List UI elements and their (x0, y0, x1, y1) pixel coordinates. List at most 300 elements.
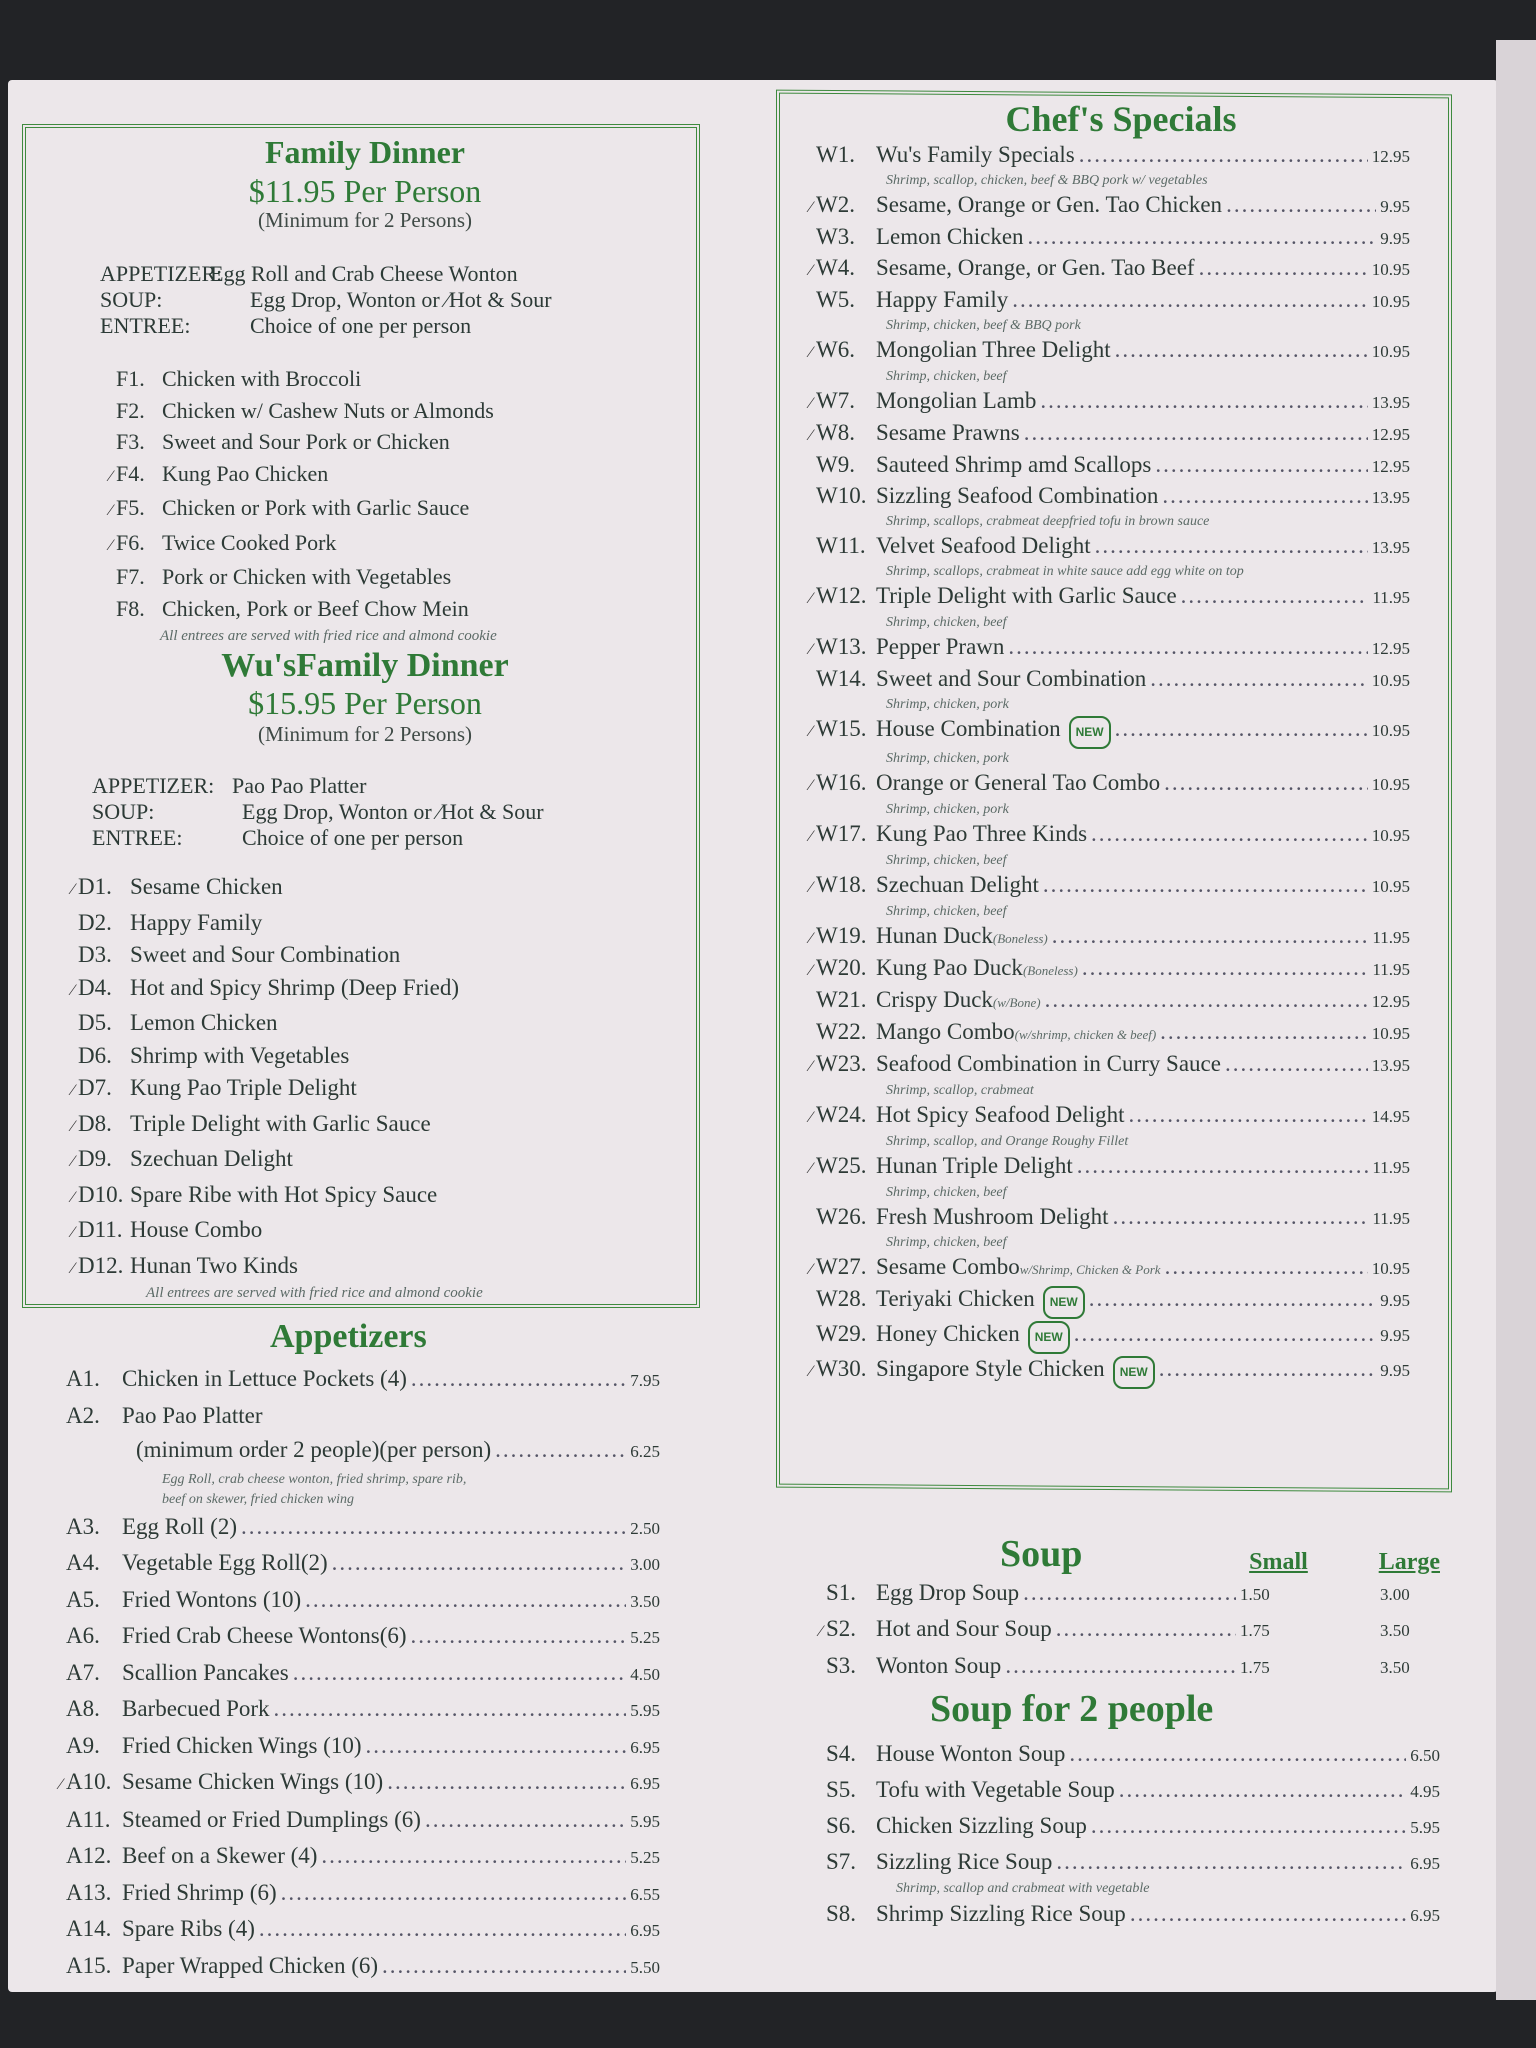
special-item (790, 1049, 1410, 1081)
menu-item (90, 426, 670, 458)
item-code: W27. (816, 1254, 867, 1279)
item-code: S5. (826, 1777, 857, 1802)
item-price: 10.95 (1371, 292, 1410, 311)
menu-item (90, 593, 670, 625)
appetizer-item (40, 1729, 660, 1766)
item-price: 6.95 (630, 1737, 660, 1757)
item-description: Egg Roll, crab cheese wonton, fried shrimp, spare rib, (162, 1471, 467, 1487)
menu-item (90, 395, 670, 427)
wus-family-dinner-items (52, 871, 670, 1285)
item-code: W14. (816, 666, 867, 691)
item-name: Sizzling Seafood Combination (876, 483, 1159, 508)
item-code: W28. (816, 1286, 867, 1311)
item-name: Fresh Mushroom Delight (876, 1204, 1109, 1229)
item-price: 2.50 (630, 1518, 660, 1538)
soup-for-two-item (800, 1773, 1440, 1809)
item-price: 11.95 (1372, 960, 1410, 979)
item-name: Hot and Spicy Shrimp (Deep Fried) (130, 974, 459, 1000)
leader-dots (1115, 714, 1368, 743)
item-price: 5.95 (1410, 1818, 1440, 1837)
item-price: 12.95 (1371, 147, 1410, 166)
item-code: W1. (816, 142, 855, 167)
item-name: Lemon Chicken (130, 1010, 278, 1035)
special-item (790, 222, 1410, 253)
item-name: Chicken or Pork with Garlic Sauce (162, 495, 470, 520)
new-badge: NEW (1043, 1286, 1085, 1319)
item-description: Shrimp, scallop and crabmeat with vegetable (896, 1881, 1150, 1896)
soup-title: Soup (1000, 1533, 1083, 1575)
pepper-icon: ∕ (809, 262, 812, 279)
item-price: 6.55 (630, 1884, 660, 1904)
new-badge: NEW (1113, 1356, 1155, 1389)
leader-dots (1165, 1252, 1368, 1281)
appetizer-item (40, 1619, 660, 1656)
item-name: Vegetable Egg Roll(2) (122, 1550, 328, 1575)
leader-dots (1160, 1017, 1368, 1046)
leader-dots (1040, 386, 1367, 415)
leader-dots (387, 1765, 626, 1800)
item-code: F3. (116, 429, 145, 454)
item-price: 12.95 (1371, 457, 1410, 476)
appetizer-item (40, 1765, 660, 1803)
item-name: Spare Ribe with Hot Spicy Sauce (130, 1181, 438, 1207)
family-dinner-items (90, 363, 670, 624)
item-price: 3.00 (630, 1555, 660, 1574)
leader-dots (259, 1912, 626, 1947)
leader-dots (1024, 418, 1368, 447)
appetizer-item (40, 1399, 660, 1434)
family-dinner-section (60, 134, 670, 1302)
pepper-icon: ∕ (809, 962, 812, 979)
pepper-icon: ∕ (71, 1224, 74, 1241)
leader-dots (1119, 1773, 1406, 1807)
new-badge: NEW (1028, 1321, 1070, 1354)
item-name: Wu's Family Specials (876, 142, 1075, 167)
next-page-edge (1496, 40, 1536, 2000)
special-item (790, 1202, 1410, 1233)
item-code: A9. (66, 1732, 100, 1758)
item-code: W19. (816, 923, 867, 948)
leader-dots (1045, 985, 1368, 1014)
item-code: A7. (66, 1659, 100, 1685)
item-code: A5. (66, 1586, 100, 1612)
wus-family-dinner-price: $15.95 Per Person (248, 685, 482, 721)
item-price: 12.95 (1371, 639, 1410, 658)
item-price: 10.95 (1371, 826, 1410, 845)
item-name: Barbecued Pork (122, 1696, 270, 1721)
leader-dots (1095, 531, 1368, 560)
special-item (790, 1319, 1410, 1354)
item-description: beef on skewer, fried chicken wing (162, 1491, 355, 1507)
appetizer-item (40, 1692, 660, 1729)
wus-entree-line: ENTREE: Choice of one per person (92, 825, 464, 850)
item-name: Wonton Soup (876, 1653, 1002, 1678)
item-code: W24. (816, 1102, 867, 1127)
item-code: S4. (826, 1741, 857, 1766)
item-name: Sesame, Orange or Gen. Tao Chicken (876, 192, 1223, 217)
appetizer-item (40, 1510, 660, 1547)
special-item (790, 531, 1410, 562)
item-price: 13.95 (1371, 393, 1410, 412)
item-price: 5.95 (630, 1811, 660, 1831)
special-item (790, 985, 1410, 1017)
appetizers-list (40, 1362, 700, 1985)
item-description: Shrimp, scallop, chicken, beef & BBQ pork w/ vegetables (886, 173, 1208, 188)
item-name: Pepper Prawn (876, 634, 1005, 659)
item-code: A2. (66, 1402, 100, 1428)
appetizer-item (40, 1433, 660, 1470)
leader-dots (1225, 1049, 1368, 1078)
pepper-icon: ∕ (71, 1153, 74, 1170)
leader-dots (425, 1803, 626, 1838)
pepper-icon: ∕ (109, 536, 112, 554)
item-code: A10. (66, 1769, 112, 1794)
item-price: 4.95 (1410, 1782, 1440, 1801)
item-code: D6. (78, 1042, 112, 1068)
item-name: Sesame Combo (876, 1254, 1020, 1279)
family-dinner-title: Family Dinner (265, 134, 465, 170)
item-price: 12.95 (1371, 425, 1410, 444)
item-code: W2. (816, 192, 855, 217)
menu-item (52, 1040, 670, 1073)
leader-dots (1130, 1897, 1406, 1931)
price-small: 1.75 (1240, 1658, 1270, 1677)
item-price: 3.50 (630, 1591, 660, 1611)
item-code: S1. (826, 1580, 857, 1605)
item-price: 6.95 (1410, 1906, 1440, 1925)
item-name: House Combination (876, 716, 1061, 741)
price-small: 1.75 (1240, 1621, 1270, 1640)
soup-for-two-title: Soup for 2 people (930, 1688, 1214, 1730)
item-code: D4. (78, 974, 112, 1000)
appetizer-item (40, 1546, 660, 1583)
leader-dots (1199, 253, 1368, 282)
item-code: A1. (66, 1366, 100, 1391)
price-small: 1.50 (1240, 1585, 1270, 1604)
leader-dots (1155, 450, 1367, 479)
item-detail: (Boneless) (1022, 963, 1078, 978)
pepper-icon: ∕ (819, 1623, 822, 1640)
item-price: 9.95 (1380, 197, 1410, 216)
item-name: Seafood Combination in Curry Sauce (876, 1051, 1221, 1076)
pepper-icon: ∕ (809, 777, 812, 794)
family-dinner-minimum: (Minimum for 2 Persons) (257, 208, 473, 232)
item-name: Sesame Prawns (876, 420, 1020, 445)
item-price: 10.95 (1371, 1024, 1410, 1043)
item-name: Szechuan Delight (130, 1146, 293, 1171)
item-detail: (Boneless) (992, 931, 1048, 946)
item-price: 11.95 (1372, 588, 1410, 607)
soup-large-header: Large (1378, 1549, 1440, 1575)
item-code: S7. (826, 1849, 857, 1874)
item-name: Sweet and Sour Pork or Chicken (162, 429, 450, 454)
item-code: F6. (116, 529, 145, 555)
leader-dots (1052, 921, 1369, 950)
item-code: W9. (816, 452, 855, 477)
item-name: Kung Pao Chicken (162, 460, 329, 486)
item-name: Hot and Sour Soup (876, 1616, 1052, 1641)
pepper-icon: ∕ (809, 590, 812, 607)
price-large: 3.50 (1380, 1658, 1410, 1677)
leader-dots (1113, 1202, 1369, 1231)
item-price: 10.95 (1371, 775, 1410, 794)
soup-for-two-item (800, 1845, 1440, 1881)
item-price: 12.95 (1371, 992, 1410, 1011)
item-code: A3. (66, 1513, 100, 1539)
appetizers-title: Appetizers (270, 1318, 427, 1355)
item-code: D10. (78, 1181, 124, 1207)
item-name: Beef on a Skewer (4) (122, 1843, 318, 1868)
item-name: Sizzling Rice Soup (876, 1849, 1053, 1874)
item-code: D1. (78, 874, 112, 899)
item-code: W16. (816, 770, 867, 795)
item-name: Scallion Pancakes (122, 1659, 289, 1685)
item-price: 11.95 (1372, 928, 1410, 947)
item-code: W18. (816, 872, 867, 897)
item-price: 9.95 (1380, 1291, 1410, 1310)
appetizer-item (40, 1876, 660, 1913)
special-item (790, 1354, 1410, 1389)
special-item (790, 190, 1410, 222)
family-dinner-footnote: All entrees are served with fried rice and almond cookie (160, 628, 497, 644)
item-name: Shrimp with Vegetables (130, 1042, 350, 1068)
leader-dots (365, 1729, 626, 1764)
special-item (790, 1017, 1410, 1049)
soup-list (800, 1576, 1440, 1685)
leader-dots (241, 1510, 626, 1545)
item-detail: (w/Bone) (992, 995, 1041, 1010)
item-code: S6. (826, 1813, 857, 1838)
item-code: W7. (816, 388, 855, 413)
item-price: 9.95 (1380, 1361, 1410, 1380)
item-code: W17. (816, 821, 867, 846)
special-item (790, 921, 1410, 953)
soup-item (800, 1649, 1420, 1685)
soup-for-two-item (800, 1737, 1440, 1773)
item-name: Fried Crab Cheese Wontons(6) (122, 1623, 407, 1648)
item-description: Shrimp, scallops, crabmeat deepfried tofu in brown sauce (886, 514, 1210, 529)
menu-item (52, 1214, 670, 1250)
item-description: Shrimp, scallops, crabmeat in white sauce add egg white on top (886, 564, 1244, 579)
special-item (790, 285, 1410, 316)
soup-for-two-list (800, 1737, 1440, 1933)
item-name: Happy Family (876, 287, 1009, 312)
wus-soup-line: SOUP: Egg Drop, Wonton or ∕ Hot & Sour (92, 799, 544, 824)
special-item (790, 481, 1410, 512)
leader-dots (1028, 222, 1377, 251)
item-name: Crispy Duck (876, 987, 993, 1012)
menu-item (52, 1108, 670, 1144)
special-item (790, 953, 1410, 985)
soup-item (800, 1612, 1420, 1649)
menu-item (52, 1072, 670, 1108)
item-name: Kung Pao Duck (876, 955, 1023, 980)
item-name: Kung Pao Three Kinds (876, 821, 1088, 846)
pepper-icon: ∕ (59, 1776, 62, 1793)
chefs-specials-list (790, 140, 1412, 1389)
leader-dots (1089, 1284, 1377, 1313)
item-name: Twice Cooked Pork (162, 529, 337, 555)
item-code: W10. (816, 483, 867, 508)
item-code: S3. (826, 1653, 857, 1678)
item-name: Happy Family (130, 909, 263, 935)
special-item (790, 870, 1410, 902)
wus-family-dinner-title: Wu'sFamily Dinner (221, 647, 509, 684)
special-item (790, 819, 1410, 851)
menu-item (52, 1143, 670, 1179)
item-code: S2. (826, 1616, 857, 1641)
menu-item (90, 561, 670, 593)
item-description: Shrimp, chicken, beef (886, 1235, 1007, 1250)
price-large: 3.00 (1380, 1585, 1410, 1604)
special-item (790, 335, 1410, 367)
pepper-icon: ∕ (71, 981, 74, 999)
menu-item (52, 1007, 670, 1040)
appetizer-line: APPETIZER: Egg Roll and Crab Cheese Wonton (100, 261, 518, 286)
new-badge: NEW (1069, 716, 1111, 749)
pepper-icon: ∕ (71, 881, 74, 898)
item-description: Shrimp, chicken, pork (886, 697, 1009, 712)
chefs-specials-section (790, 98, 1412, 1389)
item-price: 13.95 (1371, 1056, 1410, 1075)
item-code: D7. (78, 1075, 112, 1100)
item-code: A8. (66, 1696, 100, 1721)
appetizer-item (40, 1803, 660, 1840)
item-code: W30. (816, 1356, 867, 1381)
leader-dots (411, 1619, 627, 1654)
item-price: 9.95 (1380, 1326, 1410, 1345)
item-price: 6.95 (1410, 1854, 1440, 1873)
chefs-specials-title: Chef's Specials (1005, 99, 1237, 139)
item-name: (minimum order 2 people)(per person) (136, 1437, 492, 1462)
leader-dots (274, 1692, 627, 1727)
item-description: Shrimp, chicken, pork (886, 802, 1009, 817)
appetizers-section (40, 1318, 700, 1985)
item-name: Pork or Chicken with Vegetables (162, 564, 452, 589)
item-name: House Wonton Soup (876, 1741, 1066, 1766)
special-item (790, 450, 1410, 481)
item-description: Shrimp, chicken, beef (886, 853, 1007, 868)
item-price: 11.95 (1372, 1158, 1410, 1177)
leader-dots (1079, 140, 1368, 169)
item-code: D11. (78, 1217, 123, 1242)
leader-dots (1129, 1100, 1368, 1129)
soup-item (800, 1576, 1420, 1612)
item-price: 6.25 (630, 1442, 660, 1461)
pepper-icon: ∕ (809, 1109, 812, 1126)
item-code: A4. (66, 1550, 100, 1575)
leader-dots (1226, 190, 1376, 219)
leader-dots (281, 1876, 627, 1911)
item-name: Chicken, Pork or Beef Chow Mein (162, 595, 469, 621)
item-name: House Combo (130, 1217, 263, 1242)
item-name: Mango Combo (876, 1019, 1015, 1044)
item-name: Chicken with Broccoli (162, 366, 362, 391)
menu-item (52, 939, 670, 972)
special-item (790, 632, 1410, 664)
item-name: Hot Spicy Seafood Delight (876, 1102, 1125, 1127)
special-item (790, 253, 1410, 285)
menu-item (52, 972, 670, 1008)
item-code: F4. (116, 460, 145, 486)
special-item (790, 418, 1410, 450)
item-name: Pao Pao Platter (122, 1402, 263, 1428)
item-price: 10.95 (1371, 260, 1410, 279)
item-price: 5.50 (630, 1957, 660, 1977)
item-price: 5.25 (630, 1848, 660, 1867)
pepper-icon: ∕ (809, 930, 812, 947)
leader-dots (321, 1839, 626, 1874)
item-name: Lemon Chicken (876, 224, 1024, 249)
menu-item (90, 527, 670, 562)
appetizer-item (40, 1583, 660, 1620)
leader-dots (1008, 632, 1367, 661)
item-code: W12. (816, 583, 867, 608)
item-price: 10.95 (1371, 342, 1410, 361)
item-price: 6.95 (630, 1774, 660, 1793)
item-name: Shrimp Sizzling Rice Soup (876, 1901, 1126, 1926)
appetizer-item (40, 1912, 660, 1949)
pepper-icon: ∕ (809, 879, 812, 896)
leader-dots (293, 1656, 627, 1691)
item-description: Shrimp, chicken, beef (886, 369, 1007, 384)
leader-dots (1069, 1737, 1406, 1771)
soup-section (800, 1532, 1440, 1933)
pepper-icon: ∕ (71, 1117, 74, 1135)
item-name: Fried Wontons (10) (122, 1586, 302, 1612)
item-price: 13.95 (1371, 488, 1410, 507)
menu-item (90, 363, 670, 395)
item-code: F1. (116, 366, 145, 391)
leader-dots (1074, 1319, 1377, 1348)
leader-dots (1023, 1576, 1236, 1610)
item-code: W15. (816, 716, 867, 741)
pepper-icon: ∕ (809, 1261, 812, 1278)
menu-item (52, 907, 670, 940)
leader-dots (1043, 870, 1368, 899)
pepper-icon: ∕ (71, 1259, 74, 1277)
item-name: Triple Delight with Garlic Sauce (130, 1110, 431, 1136)
item-code: W23. (816, 1051, 867, 1076)
special-item (790, 1151, 1410, 1183)
item-code: D8. (78, 1110, 112, 1136)
leader-dots (382, 1949, 626, 1984)
item-price: 4.50 (630, 1664, 660, 1684)
special-item (790, 664, 1410, 695)
leader-dots (1005, 1649, 1236, 1683)
entree-line: ENTREE: Choice of one per person (100, 313, 472, 338)
item-name: Fried Chicken Wings (10) (122, 1732, 362, 1758)
soup-for-two-item (800, 1809, 1440, 1845)
item-name: Sauteed Shrimp amd Scallops (876, 452, 1152, 477)
item-price: 5.95 (630, 1701, 660, 1720)
family-dinner-price: $11.95 Per Person (248, 173, 482, 209)
special-item (790, 581, 1410, 613)
item-description: Shrimp, chicken, pork (886, 751, 1009, 766)
item-name: Szechuan Delight (876, 872, 1039, 897)
leader-dots (305, 1583, 626, 1618)
item-detail: w/Shrimp, Chicken & Pork (1019, 1262, 1161, 1277)
pepper-icon: ∕ (109, 467, 112, 485)
item-code: D5. (78, 1010, 112, 1035)
price-large: 3.50 (1380, 1621, 1410, 1640)
pepper-icon: ∕ (71, 1082, 74, 1099)
item-code: W11. (816, 533, 866, 558)
special-item (790, 140, 1410, 171)
appetizer-item (40, 1362, 660, 1399)
item-price: 9.95 (1380, 229, 1410, 248)
item-code: A11. (66, 1806, 111, 1832)
